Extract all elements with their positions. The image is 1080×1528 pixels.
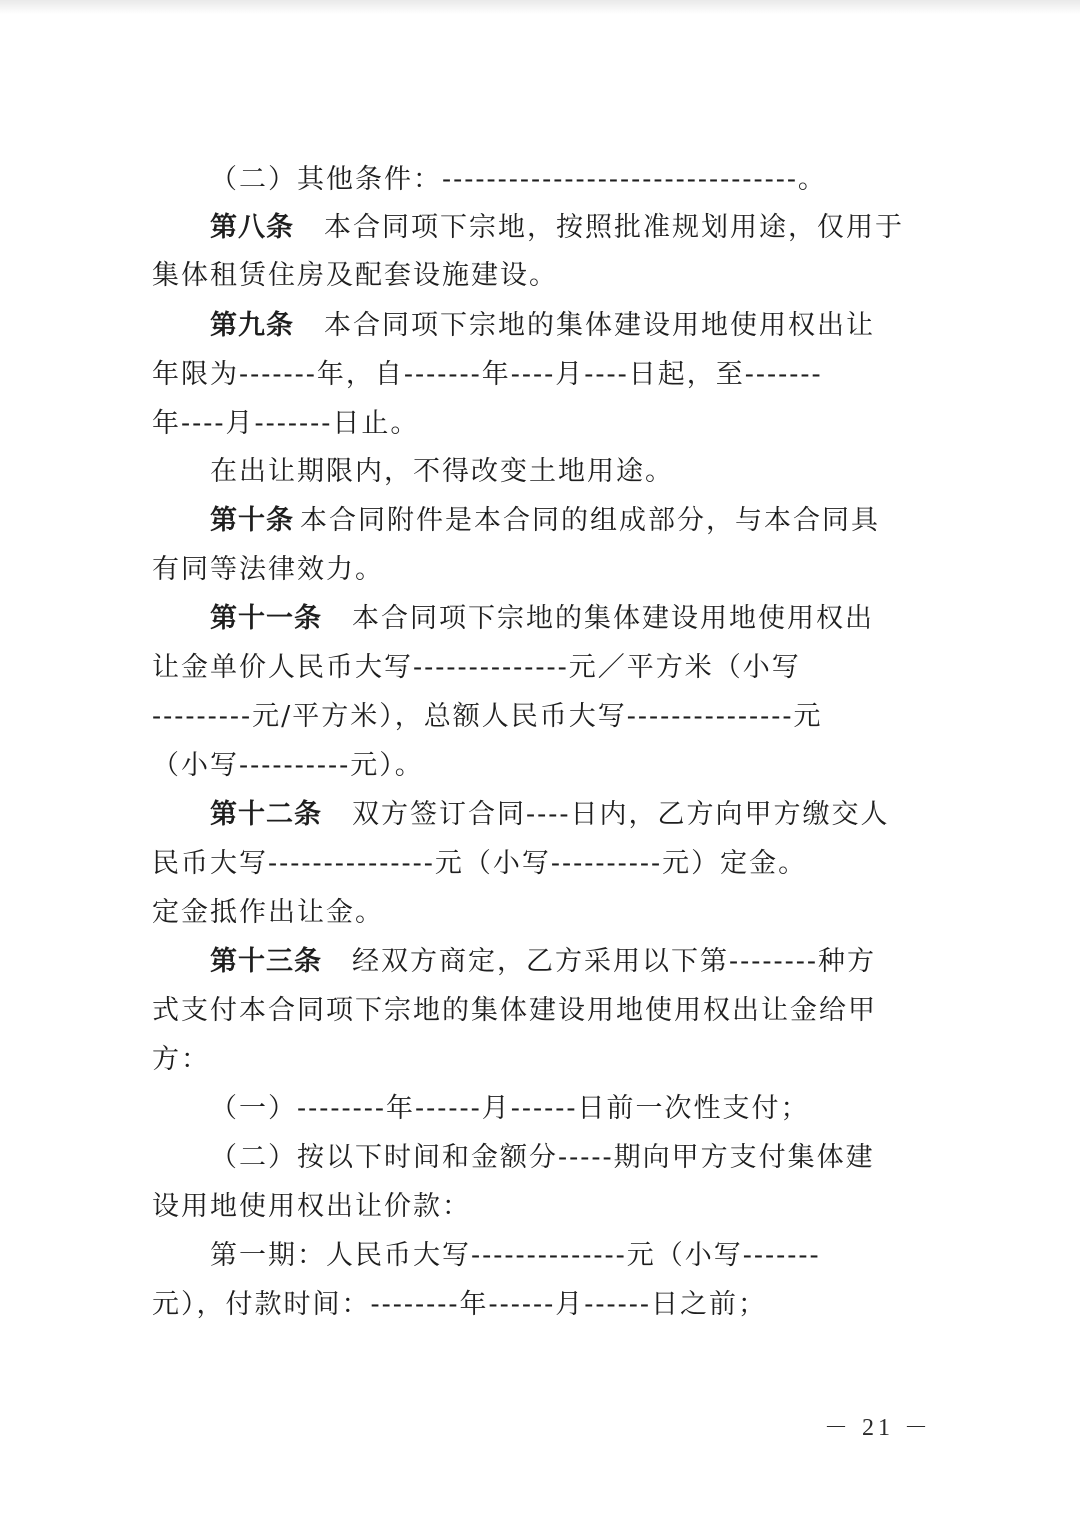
article-heading: 第十二条 (210, 799, 322, 830)
article-8-line-2 (152, 252, 558, 300)
article-heading: 第八条 (210, 212, 294, 243)
line-text: 年----月-------日止。 (152, 408, 420, 439)
article-12-line-2 (152, 840, 807, 888)
article-12-line-1 (210, 791, 890, 839)
article-12-line-3 (152, 889, 384, 937)
line-text: ---------元/平方米），总额人民币大写---------------元 (152, 701, 823, 732)
line-text: 设用地使用权出让价款： (152, 1191, 471, 1222)
article-9-line-1 (210, 302, 875, 350)
article-heading: 第十条 (210, 505, 294, 536)
line-text: 本合同项下宗地的集体建设用地使用权出让 (324, 310, 875, 341)
line-text: 有同等法律效力。 (152, 554, 384, 585)
article-heading: 第十一条 (210, 603, 322, 634)
line-text: 集体租赁住房及配套设施建设。 (152, 260, 558, 291)
article-8-line-1 (210, 204, 904, 252)
line-text: 式支付本合同项下宗地的集体建设用地使用权出让金给甲 (152, 995, 877, 1026)
payment-option-2-line-1 (210, 1134, 875, 1182)
article-9-line-3 (152, 400, 419, 448)
article-11-line-4 (152, 742, 424, 790)
payment-option-2-line-2 (152, 1183, 471, 1231)
line-text: 双方签订合同----日内，乙方向甲方缴交人 (352, 799, 890, 830)
article-heading: 第十三条 (210, 946, 322, 977)
article-10-line-2 (152, 546, 384, 594)
line-text: 经双方商定，乙方采用以下第--------种方 (352, 946, 876, 977)
article-13-line-2 (152, 987, 877, 1035)
paragraph-other-conditions (210, 156, 827, 204)
line-text: （二）其他条件：--------------------------------。 (210, 164, 827, 195)
installment-1-line-2 (152, 1281, 767, 1329)
article-9-line-2 (152, 351, 823, 399)
article-11-line-2 (152, 644, 801, 692)
line-text: 本合同项下宗地的集体建设用地使用权出 (352, 603, 874, 634)
installment-1-line-1 (210, 1232, 821, 1280)
article-11-line-1 (210, 595, 874, 643)
payment-option-1 (210, 1085, 809, 1133)
article-13-line-1 (210, 938, 876, 986)
line-text: 本合同项下宗地，按照批准规划用途，仅用于 (324, 212, 904, 243)
line-text: （小写----------元）。 (152, 750, 424, 781)
line-text: 让金单价人民币大写--------------元／平方米（小写 (152, 652, 801, 683)
line-text: （一）--------年------月------日前一次性支付； (210, 1093, 810, 1124)
article-11-line-3 (152, 693, 823, 741)
article-heading: 第九条 (210, 310, 294, 341)
paragraph-land-use (210, 448, 674, 496)
line-text: 本合同附件是本合同的组成部分，与本合同具 (300, 505, 880, 536)
scan-top-edge (0, 0, 1080, 14)
line-text: 方： (152, 1044, 210, 1075)
article-13-line-3 (152, 1036, 210, 1084)
page-number: － 21 － (824, 1415, 932, 1441)
line-text: （二）按以下时间和金额分-----期向甲方支付集体建 (210, 1142, 875, 1173)
line-text: 元），付款时间：--------年------月------日之前； (152, 1289, 767, 1320)
line-text: 民币大写---------------元（小写----------元）定金。 (152, 848, 808, 879)
line-text: 年限为-------年，自-------年----月----日起，至------- (152, 359, 823, 390)
line-text: 在出让期限内，不得改变土地用途。 (210, 456, 674, 487)
line-text: 定金抵作出让金。 (152, 897, 384, 928)
line-text: 第一期：人民币大写--------------元（小写------- (210, 1240, 821, 1271)
article-10-line-1 (210, 497, 880, 545)
